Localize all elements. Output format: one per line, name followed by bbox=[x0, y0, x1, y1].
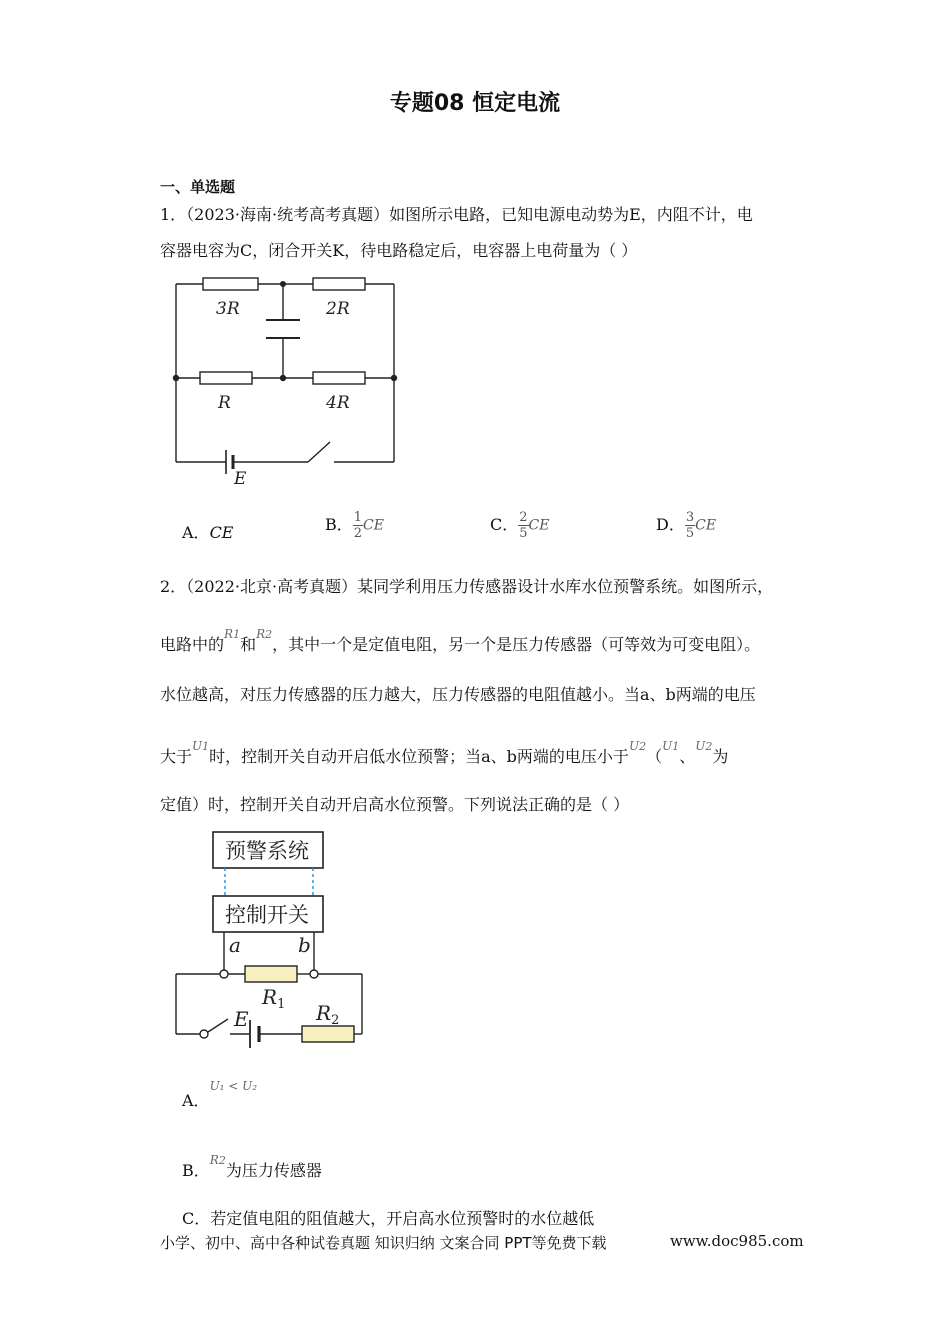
footer-text: 小学、初中、高中各种试卷真题 知识归纳 文案合同 PPT等免费下载 bbox=[160, 1234, 607, 1252]
label-2r: 2R bbox=[326, 299, 350, 319]
resistor-3r bbox=[203, 278, 258, 290]
q1-option-c[interactable]: C． $\frac{2}{5}$ CE bbox=[490, 510, 550, 541]
q2-option-a[interactable]: A．$^{U_1 < U_2}$ bbox=[182, 1079, 258, 1110]
label-b: b bbox=[298, 933, 311, 957]
q1-option-a[interactable]: A．CE bbox=[182, 523, 234, 542]
label-warning-system: 预警系统 bbox=[225, 839, 309, 863]
q1-line-1: 1．（2023·海南·统考高考真题）如图所示电路，已知电源电动势为E，内阻不计，电 bbox=[160, 205, 753, 224]
resistor-r1 bbox=[245, 966, 297, 982]
label-e: E bbox=[234, 1007, 249, 1031]
q2-option-b[interactable]: B．$^{R2}$为压力传感器 bbox=[182, 1153, 322, 1180]
q2-line-1: 2．（2022·北京·高考真题）某同学利用压力传感器设计水库水位预警系统。如图所示， bbox=[160, 577, 774, 596]
label-r1: $R_1$ bbox=[262, 985, 286, 1012]
footer bbox=[160, 1232, 804, 1253]
resistor-2r bbox=[313, 278, 365, 290]
label-e: E bbox=[234, 469, 247, 489]
resistor-r bbox=[200, 372, 252, 384]
resistor-4r bbox=[313, 372, 365, 384]
label-a: a bbox=[229, 933, 241, 957]
label-r: R bbox=[218, 393, 231, 413]
fraction: $\frac{3}{5}$ bbox=[685, 510, 695, 541]
label-r2: $R_2$ bbox=[316, 1001, 340, 1028]
q2-line-4: 大于$^{U1}$时，控制开关自动开启低水位预警；当a、b两端的电压小于$^{U2}$（$^{U1}$、$^{U2}$为 bbox=[160, 739, 729, 766]
q1-circuit-diagram bbox=[168, 272, 408, 494]
q2-line-3: 水位越高，对压力传感器的压力越大，压力传感器的电阻值越小。当a、b两端的电压 bbox=[160, 685, 756, 704]
q1-option-b[interactable]: B． $\frac{1}{2}$ CE bbox=[325, 510, 384, 541]
page-title: 专题08 恒定电流 bbox=[389, 91, 561, 116]
q2-option-c[interactable]: C．若定值电阻的阻值越大，开启高水位预警时的水位越低 bbox=[182, 1209, 595, 1228]
q2-line-2: 电路中的$^{R1}$和$^{R2}$，其中一个是定值电阻，另一个是压力传感器（可等效为可变电阻）。 bbox=[160, 627, 761, 654]
q1-option-d[interactable]: D． $\frac{3}{5}$ CE bbox=[656, 510, 717, 541]
label-4r: 4R bbox=[326, 393, 350, 413]
q2-circuit-diagram bbox=[168, 826, 378, 1058]
fraction: $\frac{1}{2}$ bbox=[353, 510, 363, 541]
label-control-switch: 控制开关 bbox=[225, 903, 309, 927]
footer-url[interactable]: www.doc985.com bbox=[670, 1232, 804, 1250]
q2-line-5: 定值）时，控制开关自动开启高水位预警。下列说法正确的是（ ） bbox=[160, 795, 630, 814]
label-3r: 3R bbox=[216, 299, 240, 319]
q1-line-2: 容器电容为C，闭合开关K，待电路稳定后，电容器上电荷量为（ ） bbox=[160, 241, 638, 260]
fraction: $\frac{2}{5}$ bbox=[519, 510, 528, 541]
section-heading: 一、单选题 bbox=[160, 178, 236, 196]
resistor-r2 bbox=[302, 1026, 354, 1042]
